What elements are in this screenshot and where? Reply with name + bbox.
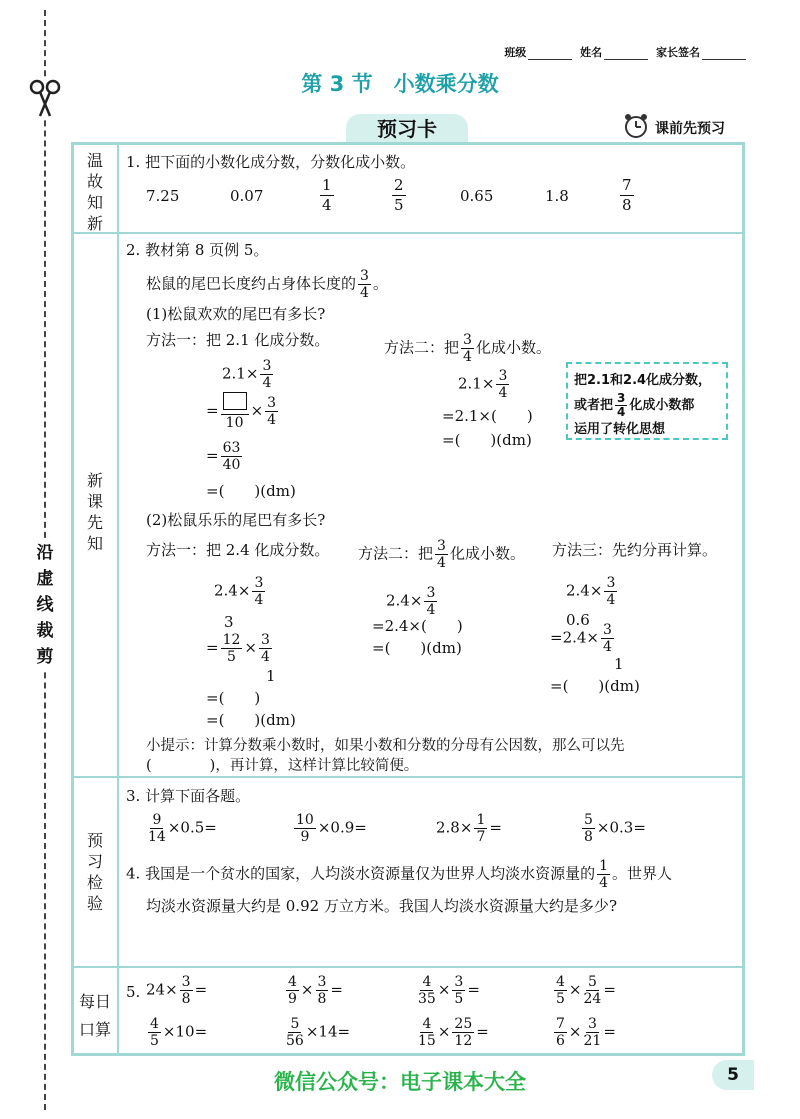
calc-line: 2.4× $\frac{3}{4}$ xyxy=(214,575,264,608)
q5-item: $\frac{4}{15}$ × $\frac{25}{12}$ = xyxy=(418,1016,489,1049)
label-char: 每日 xyxy=(78,992,111,1011)
label-char: 知 xyxy=(86,193,103,212)
q5-item: 24× $\frac{3}{8}$ = xyxy=(146,974,208,1007)
section-title: 第 3 节 小数乘分数 xyxy=(301,72,499,96)
q1-item: 0.65 xyxy=(460,187,494,205)
alarm-clock-icon xyxy=(622,112,650,140)
q4-line1: 4. 我国是一个贫水的国家，人均淡水资源量仅为世界人均淡水资源量的 $\frac{1}{4}$ 。世界人 xyxy=(126,858,673,891)
calc-answer[interactable]: =( )(dm) xyxy=(550,677,640,695)
calc-answer[interactable]: =( )(dm) xyxy=(372,639,462,657)
tip-text: 或者把 $\frac{3}{4}$ 化成小数都 xyxy=(574,391,695,419)
calc-line: =2.4× $\frac{3}{4}$ xyxy=(550,622,612,655)
label-divider xyxy=(117,142,119,1056)
q5-item: $\frac{7}{6}$ × $\frac{3}{21}$ = xyxy=(556,1016,616,1049)
q3-item: $\frac{9}{14}$ ×0.5= xyxy=(148,812,217,845)
label-new-knowledge xyxy=(74,470,116,554)
label-review xyxy=(74,150,116,234)
label-char: 新 xyxy=(86,214,103,233)
class-blank[interactable] xyxy=(528,49,572,60)
q1-item: 0.07 xyxy=(230,187,264,205)
calc-answer[interactable]: =( )(dm) xyxy=(442,431,532,449)
label-char: 课 xyxy=(86,492,103,511)
q1-prompt: 1. 把下面的小数化成分数，分数化成小数。 xyxy=(126,153,416,171)
label-daily xyxy=(74,988,116,1044)
q2-part2: (2)松鼠乐乐的尾巴有多长? xyxy=(146,511,326,529)
reduce-mark: 1 xyxy=(266,667,276,685)
calc-line: 2.4× $\frac{3}{4}$ xyxy=(386,585,436,618)
method-2: 方法二：把 $\frac{3}{4}$ 化成小数。 xyxy=(384,332,551,365)
watermark: 微信公众号：电子课本大全 xyxy=(274,1070,526,1094)
row-divider xyxy=(71,776,745,778)
calc-line: 2.1× $\frac{3}{4}$ xyxy=(222,358,272,391)
q5-item: $\frac{4}{5}$ × $\frac{5}{24}$ = xyxy=(556,974,616,1007)
q1-item: 7.25 xyxy=(146,187,180,205)
calc-line: 2.1× $\frac{3}{4}$ xyxy=(458,368,508,401)
q1-fraction: $\frac{2}{5}$ xyxy=(394,176,404,214)
calc-line: = $\frac{12}{5}$ × $\frac{3}{4}$ xyxy=(206,632,270,665)
reduce-mark: 0.6 xyxy=(566,611,590,629)
method-1: 方法一：把 2.4 化成分数。 xyxy=(146,541,330,559)
q2-title: 2. 教材第 8 页例 5。 xyxy=(126,241,269,259)
q2-intro: 松鼠的尾巴长度约占身体长度的 $\frac{3}{4}$ 。 xyxy=(146,268,388,301)
hint-line1: 小提示：计算分数乘小数时，如果小数和分数的分母有公因数，那么可以先 xyxy=(146,738,625,754)
q1-fraction: $\frac{1}{4}$ xyxy=(322,176,332,214)
calc-answer[interactable]: =2.1×( ) xyxy=(442,407,533,425)
label-char: 检 xyxy=(86,873,103,892)
name-label: 姓名 xyxy=(580,46,603,59)
calc-answer[interactable]: =( )(dm) xyxy=(206,482,296,500)
parent-signature-label: 家长签名 xyxy=(656,46,700,59)
calc-line: = $\frac{63}{40}$ xyxy=(206,440,241,473)
q3-item: $\frac{5}{8}$ ×0.3= xyxy=(584,812,646,845)
q5-item: $\frac{4}{5}$ ×10= xyxy=(150,1016,208,1049)
calc-answer[interactable]: =2.4×( ) xyxy=(372,617,463,635)
q5-label: 5. xyxy=(126,983,141,1001)
label-char: 温 xyxy=(86,151,103,170)
name-blank[interactable] xyxy=(604,49,648,60)
tip-text: 运用了转化思想 xyxy=(574,422,666,437)
label-char: 验 xyxy=(86,894,103,913)
q1-item: 1.8 xyxy=(545,187,569,205)
calc-answer[interactable]: =( )(dm) xyxy=(206,711,296,729)
q5-item: $\frac{4}{9}$ × $\frac{3}{8}$ = xyxy=(288,974,343,1007)
q2-part1: (1)松鼠欢欢的尾巴有多长? xyxy=(146,305,326,323)
reduce-mark: 3 xyxy=(224,613,234,631)
q3-item: $\frac{10}{9}$ ×0.9= xyxy=(296,812,367,845)
row-divider xyxy=(71,232,745,234)
q1-fraction: $\frac{7}{8}$ xyxy=(622,176,632,214)
class-label: 班级 xyxy=(504,46,527,59)
card-title: 预习卡 xyxy=(346,114,468,144)
label-check xyxy=(74,830,116,914)
parent-signature-blank[interactable] xyxy=(702,49,746,60)
q3-title: 3. 计算下面各题。 xyxy=(126,787,251,805)
page-number: 5 xyxy=(712,1060,754,1090)
q3-item: 2.8× $\frac{1}{7}$ = xyxy=(436,812,502,845)
reduce-mark: 1 xyxy=(614,655,624,673)
method-2: 方法二：把 $\frac{3}{4}$ 化成小数。 xyxy=(358,538,525,571)
q5-item: $\frac{4}{35}$ × $\frac{3}{5}$ = xyxy=(418,974,480,1007)
hint-line2[interactable]: ( )，再计算，这样计算比较简便。 xyxy=(146,758,419,774)
calc-line: = 10 × $\frac{3}{4}$ xyxy=(206,392,280,431)
tip-text: 把2.1和2.4化成分数， xyxy=(574,373,712,388)
label-char: 新 xyxy=(86,471,103,490)
header-fields xyxy=(504,44,750,60)
row-divider xyxy=(71,966,745,968)
q5-item: $\frac{5}{56}$ ×14= xyxy=(286,1016,351,1049)
label-char: 知 xyxy=(86,534,103,553)
q4-line2: 均淡水资源量大约是 0.92 万立方米。我国人均淡水资源量大约是多少? xyxy=(146,897,617,915)
label-char: 预 xyxy=(86,831,103,850)
method-1: 方法一：把 2.1 化成分数。 xyxy=(146,331,330,349)
preview-label: 课前先预习 xyxy=(655,121,725,137)
label-char: 口算 xyxy=(78,1020,111,1039)
method-3: 方法三：先约分再计算。 xyxy=(552,541,718,559)
calc-line: 2.4× $\frac{3}{4}$ xyxy=(566,575,616,608)
tip-box xyxy=(566,362,728,440)
label-char: 故 xyxy=(86,172,103,191)
calc-answer[interactable]: =( ) xyxy=(206,689,261,707)
label-char: 习 xyxy=(86,852,103,871)
cut-instruction: 沿虚线裁剪 xyxy=(33,540,57,670)
answer-box[interactable] xyxy=(223,392,247,410)
label-char: 先 xyxy=(86,513,103,532)
